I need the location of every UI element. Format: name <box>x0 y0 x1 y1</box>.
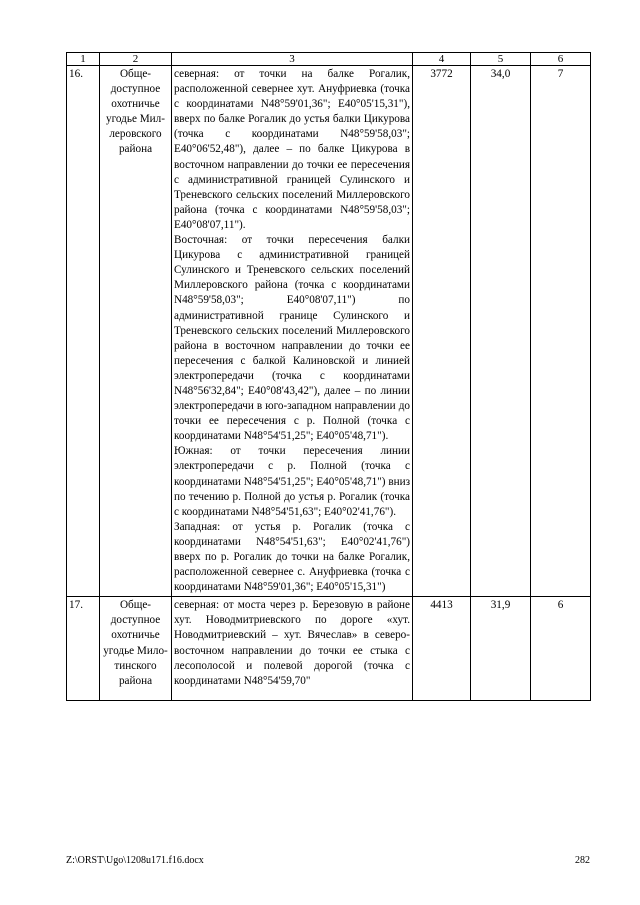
header-cell-3: 3 <box>172 53 413 66</box>
row-number: 16. <box>67 66 100 597</box>
boundary-description <box>172 66 413 597</box>
header-cell-5: 5 <box>471 53 531 66</box>
value-col6: 6 <box>531 597 591 701</box>
boundary-east: Восточная: от точки пересечения балки Цикурова с административной границей Сулинского и Треневского сельских поселений Миллеровского района (точка с координатами N48°59'58,03"; E40°08'07,11") по административной границе Сулинского и Треневского сельских поселений Миллеровского района в восточном направлении до точки ее пересечения с балкой Калиновской и линией электропередачи (точка с координатами N48°56'32,84"; E40°08'43,42"), далее – по линии электропередачи в юго-западном направлении до точки ее пересечения с р. Полной (точка с координатами N48°54'51,25"; E40°05'48,71"). <box>174 234 410 443</box>
value-col5: 31,9 <box>471 597 531 701</box>
footer-file-path: Z:\ORST\Ugo\1208u171.f16.docx <box>66 855 204 866</box>
boundary-west: Западная: от устья р. Рогалик (точка с координатами N48°54'51,63"; E40°02'41,76") вверх по р. Рогалик до точки на балке Рогалик, расположенной севернее с. Ануфриевка (точка с координатами N48°59'01,36"; E40°05'15,31") <box>174 520 410 594</box>
value-col5: 34,0 <box>471 66 531 597</box>
document-table <box>66 52 591 701</box>
header-cell-1: 1 <box>67 53 100 66</box>
hunting-area-name: Обще-доступное охотничье угодье Мил-леровского района <box>100 66 172 597</box>
header-cell-6: 6 <box>531 53 591 66</box>
row-number: 17. <box>67 597 100 701</box>
boundary-north: северная: от моста через р. Березовую в районе хут. Новодмитриевского по дороге «хут. Новодмитриевский – хут. Вячеслав» в северо-восточном направлении до точки ее стыка с лесополосой и полевой дорогой (точка с координатами N48°54'59,70" <box>174 599 410 687</box>
boundary-description <box>172 597 413 701</box>
page-number: 282 <box>575 855 590 866</box>
boundary-south: Южная: от точки пересечения линии электропередачи с р. Полной (точка с координатами N48°54'51,25"; E40°05'48,71") вниз по течению р. Полной до устья р. Рогалик (точка с координатами N48°54'51,63"; E40°02'41,76"). <box>174 445 410 518</box>
hunting-area-name: Обще-доступное охотничье угодье Мило-тинского района <box>100 597 172 701</box>
table-row <box>67 597 591 701</box>
value-col6: 7 <box>531 66 591 597</box>
table-row <box>67 66 591 597</box>
area-value: 3772 <box>413 66 471 597</box>
area-value: 4413 <box>413 597 471 701</box>
boundary-north: северная: от точки на балке Рогалик, расположенной севернее хут. Ануфриевка (точка с координатами N48°59'01,36"; E40°05'15,31"), вверх по балке Рогалик до устья балки Цикурова (точка с координатами N48°59'58,03"; E40°06'52,48"), далее – по балке Цикурова в восточном направлении до точки ее пересечения с административной границей Сулинского и Треневского сельских поселений Миллеровского района (точка с координатами N48°59'58,03"; E40°08'07,11"). <box>174 68 410 231</box>
header-cell-4: 4 <box>413 53 471 66</box>
header-row <box>67 53 591 66</box>
header-cell-2: 2 <box>100 53 172 66</box>
